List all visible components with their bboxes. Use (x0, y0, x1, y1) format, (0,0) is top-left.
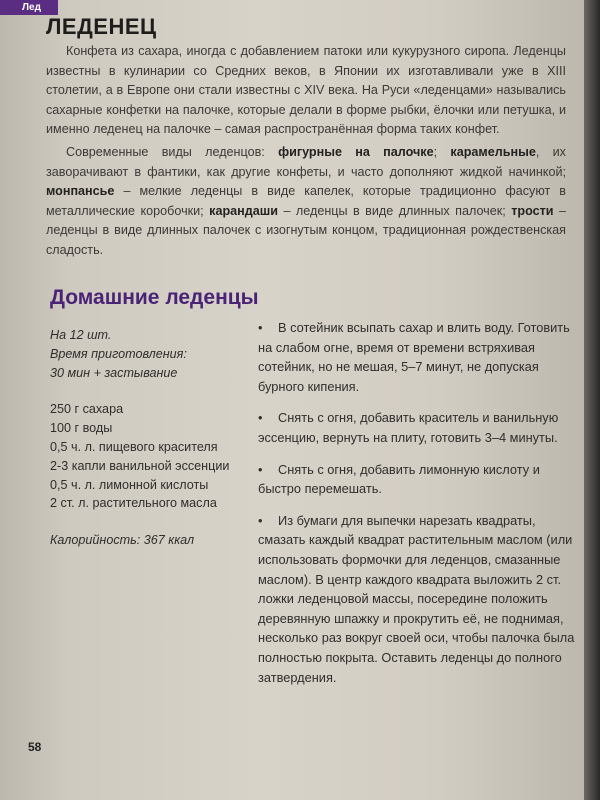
article-intro (46, 42, 566, 261)
step-item (258, 318, 576, 396)
ingredient-item: 250 г сахара (50, 402, 124, 417)
servings: На 12 шт. (50, 328, 112, 342)
step-text: Из бумаги для выпечки нарезать квадраты, смазать каждый квадрат растительным маслом (или использовать формочки для леденцов, смазанные маслом). В центр каждого квадрата выложить 2 ст. ложки леденцовой массы, посередине положить деревянную шпажку и прокрутить её, не поднимая, несколько раз вокруг своей оси, чтобы палочка была полностью покрыта. Оставить леденцы до полного затвердения. (258, 512, 575, 685)
text-run: Современные виды леденцов: (66, 144, 279, 159)
intro-paragraph-1: Конфета из сахара, иногда с добавлением патоки или кукурузного сиропа. Леденцы известны в кулинарии со Средних веков, в Японии их изготавливали уже в XIII столетии, а в Европе они стали известны с XIV века. На Руси «леденцами» назывались сахарные конфетки на палочке, которые делали в форме рыбки, ёлочки или петушка, и именно леденец на палочке – самая распространённая форма таких конфет. (46, 44, 566, 137)
ingredient-item: 0,5 ч. л. пищевого красителя (50, 439, 218, 454)
term-canes: трости (511, 203, 554, 218)
section-tab: Лед (0, 0, 58, 15)
bullet-icon: • (258, 410, 263, 426)
calories: Калорийность: 367 ккал (50, 533, 195, 548)
recipe-steps (258, 318, 576, 699)
ingredient-item: 2 ст. л. растительного масла (50, 496, 217, 511)
bullet-icon: • (258, 512, 263, 528)
text-run: – мелкие леденцы в виде капелек, которые традиционно фасуют в металлические коробочки; (46, 184, 566, 218)
term-caramel: карамельные (450, 144, 536, 159)
text-run: , их заворачивают в фантики, как другие конфеты, и часто дополняют жидкой начинкой; (46, 144, 566, 179)
page-edge-shadow (584, 0, 600, 800)
intro-paragraph-2 (46, 143, 566, 261)
step-item (258, 408, 576, 447)
ingredient-item: 2-3 капли ванильной эссенции (50, 458, 230, 473)
time-value: 30 мин + застывание (50, 365, 178, 380)
recipe-info (50, 326, 250, 550)
ingredient-item: 100 г воды (50, 421, 113, 436)
bullet-icon: • (258, 461, 263, 477)
ingredients-list (50, 400, 250, 513)
text-run: – леденцы в виде длинных палочек; (278, 203, 512, 218)
term-pencils: карандаши (209, 203, 278, 218)
step-text: Снять с огня, добавить краситель и ванильную эссенцию, вернуть на плиту, готовить 3–4 минуты. (258, 410, 559, 445)
ingredient-item: 0,5 ч. л. лимонной кислоты (50, 477, 209, 492)
text-run: ; (433, 144, 451, 159)
recipe-title: Домашние леденцы (50, 286, 259, 309)
term-figured: фигурные на палочке (278, 144, 434, 159)
step-text: Снять с огня, добавить лимонную кислоту и быстро перемешать. (258, 461, 540, 497)
text-run: – леденцы в виде длинных палочек с изогнутым концом, традиционная рождественская сладость. (46, 203, 566, 257)
step-item (258, 460, 576, 499)
bullet-icon: • (258, 320, 263, 335)
step-item (258, 511, 576, 687)
page-number: 58 (28, 740, 42, 754)
time-label: Время приготовления: (50, 346, 187, 361)
step-text: В сотейник всыпать сахар и влить воду. Готовить на слабом огне, время от времени встряхивая сотейник, но не мешая, 5–7 минут, не допуская бурного кипения. (258, 320, 570, 394)
term-monpensier: монпансье (46, 184, 115, 199)
article-title: ЛЕДЕНЕЦ (46, 14, 157, 39)
